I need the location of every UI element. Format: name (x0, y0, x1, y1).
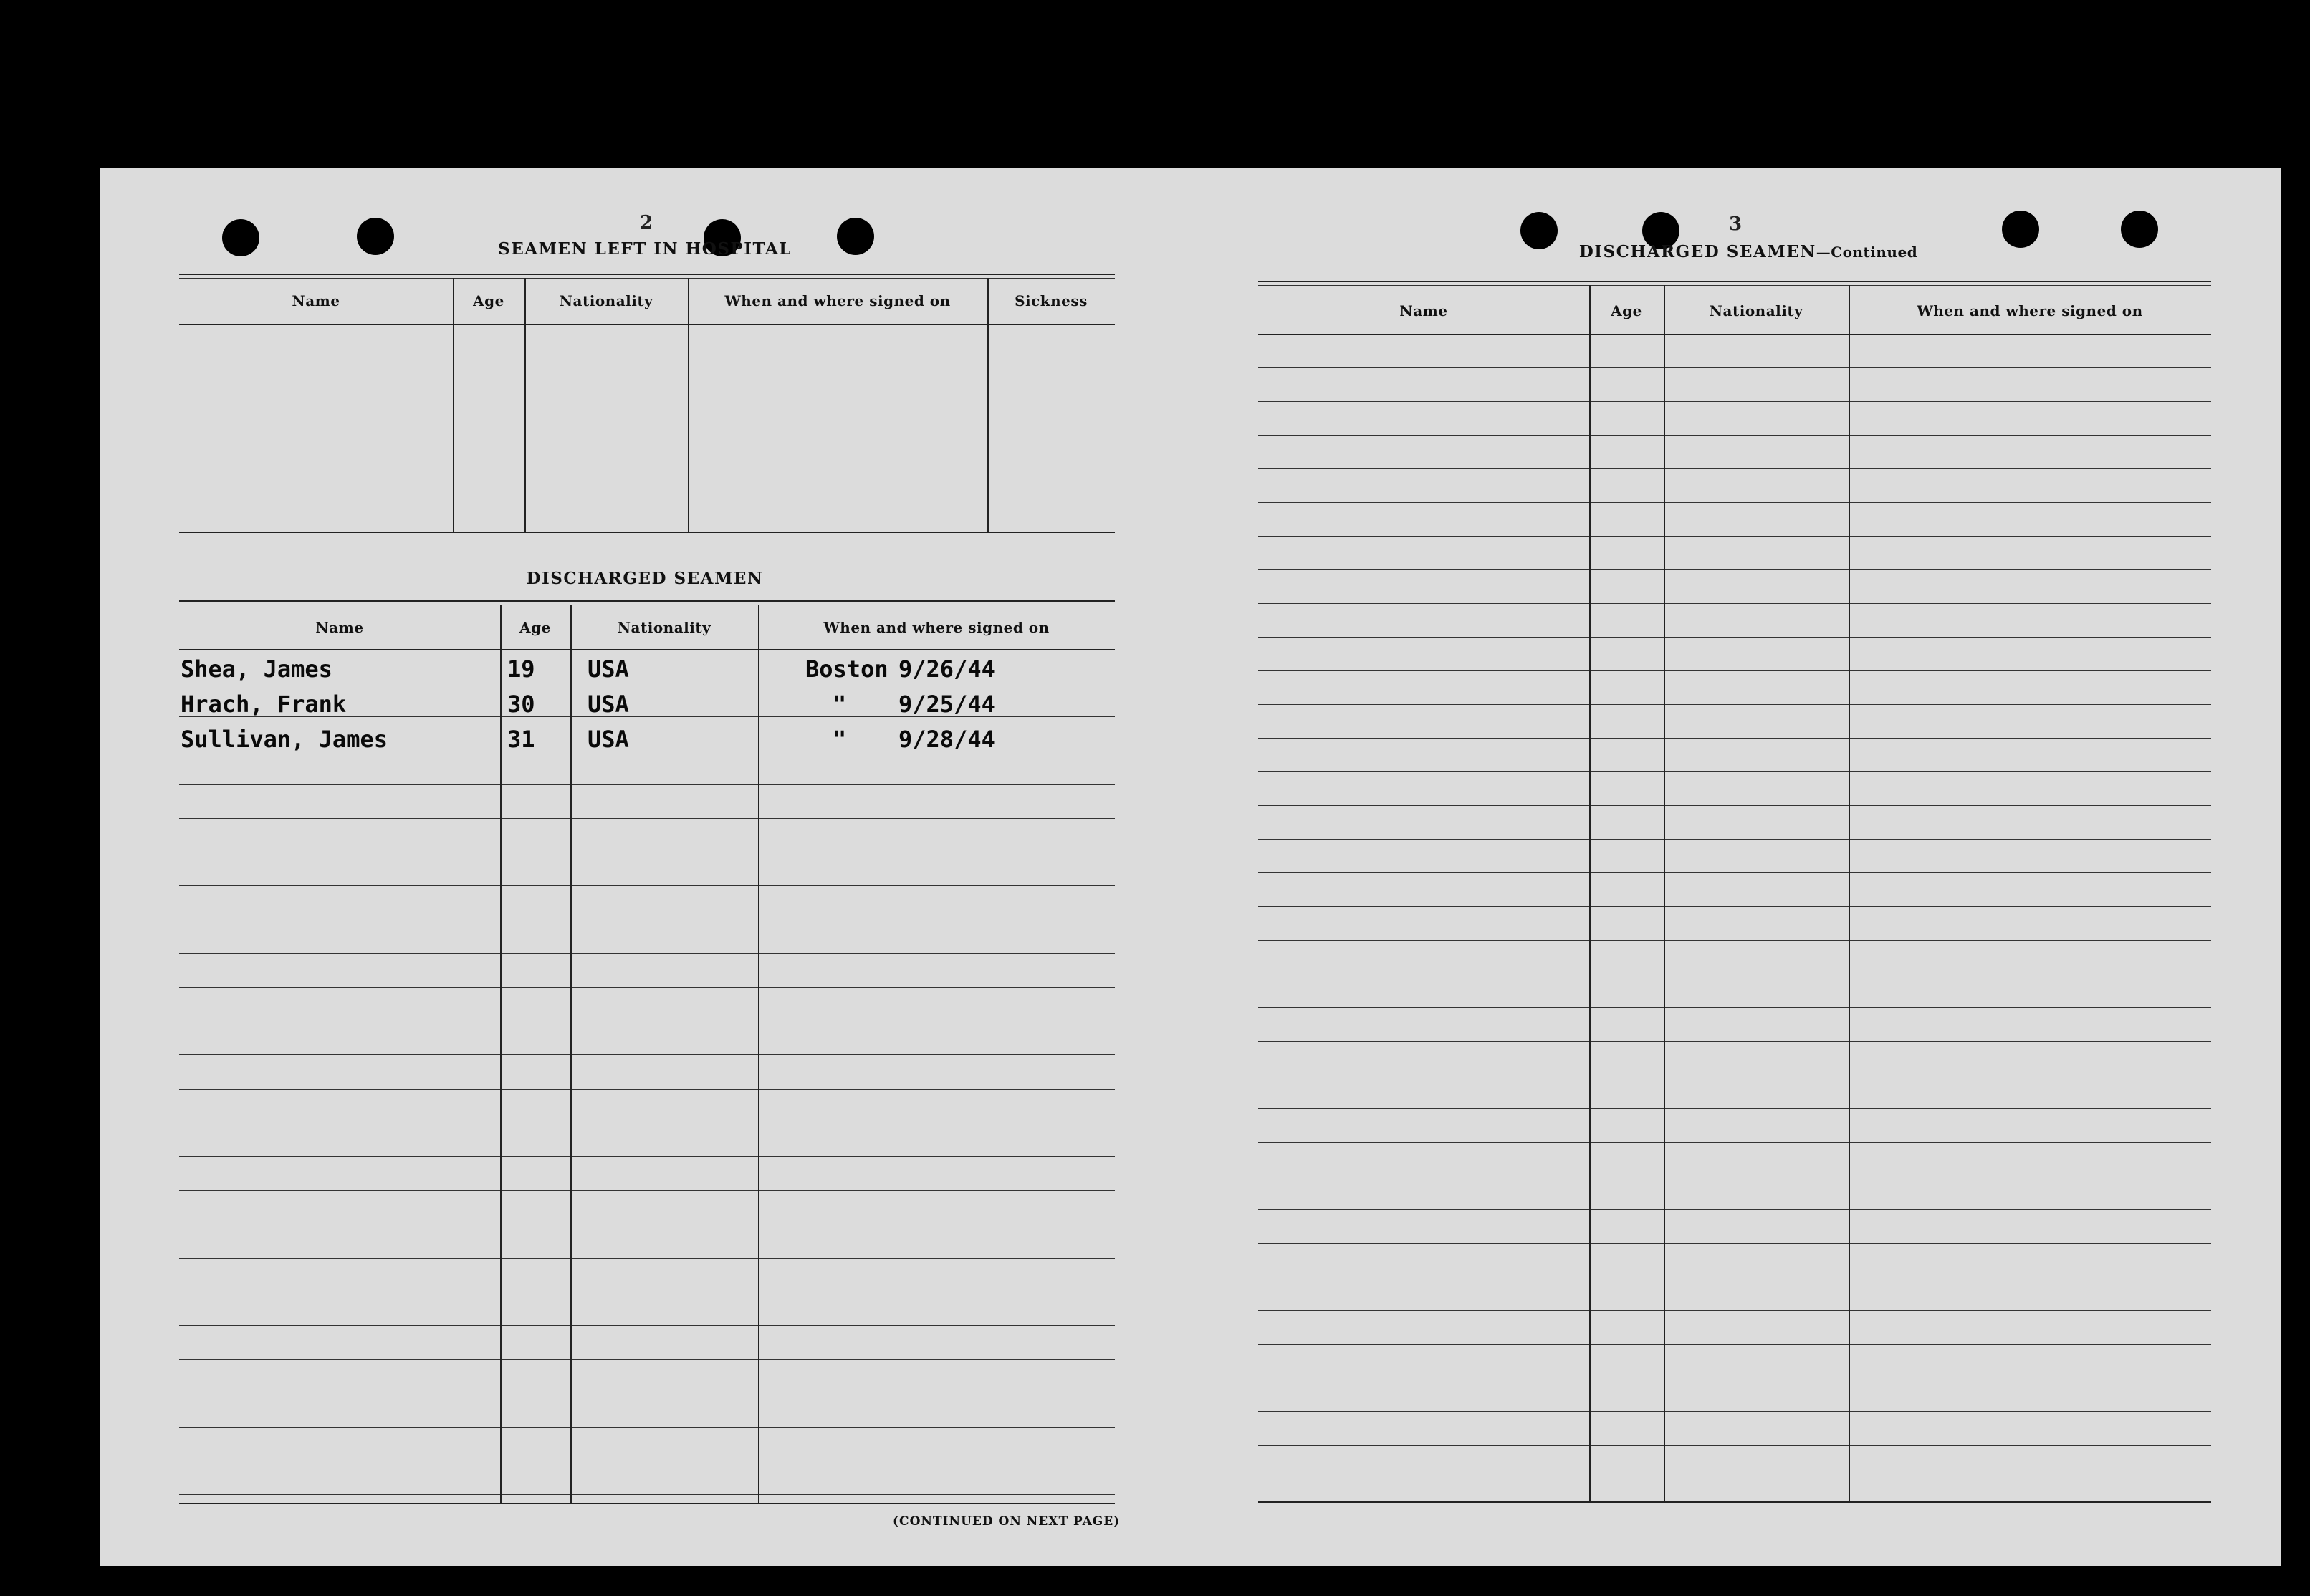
row-line (1258, 536, 2211, 537)
column-divider (1849, 285, 1850, 1501)
seaman-name: Hrach, Frank (181, 691, 347, 718)
row-line (1258, 1411, 2211, 1412)
signed-on-date: 9/26/44 (898, 655, 995, 683)
seaman-age: 19 (507, 655, 535, 683)
table-bottom-rule (1258, 1501, 2211, 1503)
seaman-nationality: USA (588, 726, 629, 753)
header-nationality: Nationality (1709, 302, 1803, 319)
row-line (1258, 1041, 2211, 1042)
row-line (1258, 805, 2211, 806)
column-divider (524, 278, 526, 532)
row-line (179, 784, 1115, 785)
table-bottom-rule (179, 532, 1115, 533)
header-name: Name (1399, 302, 1448, 319)
signed-on-place: " (833, 691, 847, 718)
seaman-nationality: USA (588, 655, 629, 683)
table-top-rule (179, 274, 1115, 275)
header-signed-on: When and where signed on (1917, 302, 2143, 319)
row-line (1258, 839, 2211, 840)
header-nationality: Nationality (559, 292, 653, 309)
seaman-name: Sullivan, James (181, 726, 388, 753)
seaman-nationality: USA (588, 691, 629, 718)
left-page-number: 2 (639, 212, 653, 234)
header-age: Age (473, 292, 504, 309)
table-bottom-rule (179, 1503, 1115, 1504)
punch-hole (2121, 211, 2158, 248)
right-title-main: DISCHARGED SEAMEN (1578, 242, 1816, 261)
row-line (1258, 738, 2211, 739)
column-divider (987, 278, 989, 532)
row-line (1258, 468, 2211, 469)
header-rule (179, 324, 1115, 325)
row-line (179, 953, 1115, 954)
row-line (1258, 367, 2211, 368)
header-rule (179, 649, 1115, 650)
punch-hole (357, 218, 394, 255)
row-line (1258, 872, 2211, 873)
row-line (1258, 704, 2211, 705)
right-section-title (1505, 242, 1992, 261)
table-top-rule (179, 600, 1115, 602)
row-line (1258, 906, 2211, 907)
header-sickness: Sickness (1015, 292, 1088, 309)
table-top-rule (1258, 285, 2211, 286)
row-line (179, 818, 1115, 819)
row-line (1258, 1344, 2211, 1345)
row-line (179, 885, 1115, 886)
signed-on-date: 9/25/44 (898, 691, 995, 718)
row-line (179, 1190, 1115, 1191)
header-name: Name (292, 292, 340, 309)
table-top-rule (179, 278, 1115, 279)
seaman-age: 30 (507, 691, 535, 718)
header-nationality: Nationality (617, 619, 711, 636)
row-line (1258, 1243, 2211, 1244)
row-line (179, 1054, 1115, 1055)
row-line (1258, 1108, 2211, 1109)
row-line (179, 1494, 1115, 1495)
column-divider (500, 605, 502, 1503)
continued-footer: (CONTINUED ON NEXT PAGE) (893, 1514, 1121, 1529)
row-line (1258, 1209, 2211, 1210)
column-divider (688, 278, 689, 532)
signed-on-place: Boston (805, 655, 888, 683)
header-signed-on: When and where signed on (724, 292, 951, 309)
row-line (1258, 1142, 2211, 1143)
seaman-age: 31 (507, 726, 535, 753)
row-line (1258, 569, 2211, 570)
row-line (179, 1427, 1115, 1428)
column-divider (758, 605, 759, 1503)
header-name: Name (315, 619, 364, 636)
hospital-section-title: SEAMEN LEFT IN HOSPITAL (498, 239, 792, 259)
seaman-name: Shea, James (181, 655, 332, 683)
right-title-suffix: —Continued (1816, 244, 1918, 261)
row-line (1258, 603, 2211, 604)
column-divider (570, 605, 572, 1503)
row-line (1258, 670, 2211, 671)
row-line (1258, 637, 2211, 638)
row-line (179, 1325, 1115, 1326)
row-line (1258, 435, 2211, 436)
row-line (1258, 1007, 2211, 1008)
header-signed-on: When and where signed on (823, 619, 1050, 636)
signed-on-date: 9/28/44 (898, 726, 995, 753)
header-age: Age (1611, 302, 1642, 319)
punch-hole (2002, 211, 2039, 248)
ledger-sheet (100, 168, 2281, 1566)
column-divider (1589, 285, 1591, 1501)
header-rule (1258, 334, 2211, 335)
table-top-rule (1258, 281, 2211, 282)
row-line (179, 987, 1115, 988)
right-page-number: 3 (1728, 213, 1743, 235)
row-line (179, 1089, 1115, 1090)
row-line (1258, 1310, 2211, 1311)
row-line (1258, 502, 2211, 503)
signed-on-place: " (833, 726, 847, 753)
row-line (179, 1359, 1115, 1360)
punch-hole (222, 219, 259, 256)
column-divider (453, 278, 454, 532)
header-age: Age (519, 619, 551, 636)
row-line (1258, 401, 2211, 402)
row-line (1258, 771, 2211, 772)
row-line (179, 1156, 1115, 1157)
column-divider (1664, 285, 1665, 1501)
discharged-section-title: DISCHARGED SEAMEN (526, 569, 764, 588)
row-line (179, 1258, 1115, 1259)
row-line (1258, 1445, 2211, 1446)
row-line (1258, 940, 2211, 941)
